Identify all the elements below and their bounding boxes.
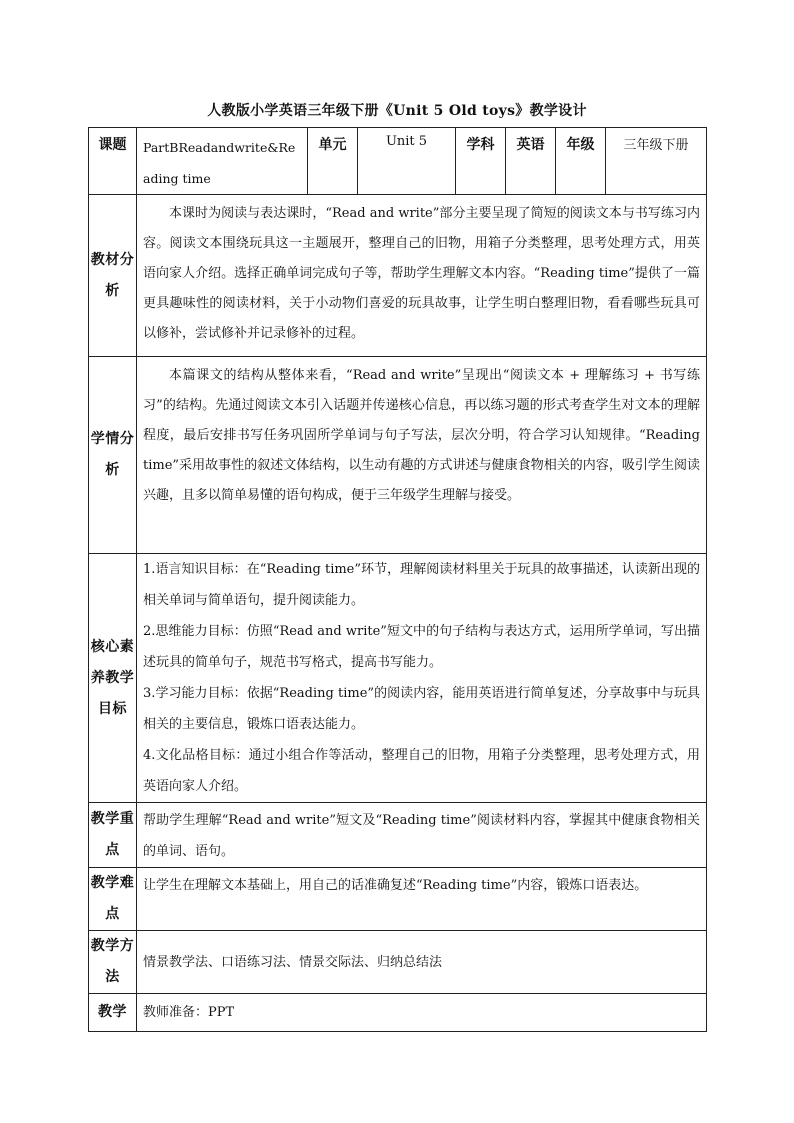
header-row	[89, 128, 707, 195]
material-text: 本课时为阅读与表达课时，“Read and write”部分主要呈现了简短的阅读文本与书写练习内容。阅读文本围绕玩具这一主题展开，整理自己的旧物，用箱子分类整理，思考处理方式，用英语向家人介绍。选择正确单词完成句子等，帮助学生理解文本内容。“Reading time”提供了一篇更具趣味性的阅读材料，关于小动物们喜爱的玩具故事，让学生明白整理旧物，看看哪些玩具可以修补，尝试修补并记录修补的过程。	[143, 206, 700, 341]
prep-text: 教师准备：PPT	[143, 1005, 235, 1020]
method-text: 情景教学法、口语练习法、情景交际法、归纳总结法	[143, 954, 443, 970]
difficult-label: 教学难点	[89, 868, 137, 931]
core-row	[89, 554, 707, 803]
prep-row	[89, 994, 707, 1032]
subject-value: 英语	[506, 128, 556, 195]
unit-value: Unit 5	[358, 128, 456, 195]
goal-item: 1.语言知识目标：在“Reading time”环节，理解阅读材料里关于玩具的故事描述，认读新出现的相关单词与简单语句，提升阅读能力。	[143, 562, 700, 608]
method-label: 教学方法	[89, 931, 137, 994]
document-title: 人教版小学英语三年级下册《Unit 5 Old toys》教学设计	[207, 103, 587, 119]
method-cell	[137, 931, 707, 994]
difficult-text: 让学生在理解文本基础上，用自己的话准确复述“Reading time”内容，锻炼口语表达。	[143, 878, 648, 893]
key-label: 教学重点	[89, 803, 137, 868]
learner-label: 学情分析	[89, 357, 137, 554]
difficult-cell	[137, 868, 707, 931]
topic-value: PartBReadandwrite&Reading time	[137, 128, 308, 195]
lesson-plan-table	[88, 127, 707, 1032]
prep-label: 教学	[89, 994, 137, 1032]
learner-row	[89, 357, 707, 554]
unit-label: 单元	[308, 128, 358, 195]
material-label: 教材分析	[89, 195, 137, 357]
goal-item: 3.学习能力目标：依据“Reading time”的阅读内容，能用英语进行简单复述，分享故事中与玩具相关的主要信息，锻炼口语表达能力。	[143, 686, 700, 732]
grade-value: 三年级下册	[606, 128, 707, 195]
learner-cell	[137, 357, 707, 554]
learner-text: 本篇课文的结构从整体来看，“Read and write”呈现出“阅读文本 + 理解练习 + 书写练习”的结构。先通过阅读文本引入话题并传递核心信息，再以练习题的形式考查学生对文本的理解程度，最后安排书写任务巩固所学单词与句子写法，层次分明，符合学习认知规律。“Reading time”采用故事性的叙述文体结构，以生动有趣的方式讲述与健康食物相关的内容，吸引学生阅读兴趣，且多以简单易懂的语句构成，便于三年级学生理解与接受。	[143, 368, 700, 503]
prep-cell	[137, 994, 707, 1032]
goal-item: 2.思维能力目标：仿照“Read and write”短文中的句子结构与表达方式，运用所学单词，写出描述玩具的简单句子，规范书写格式，提高书写能力。	[143, 624, 700, 670]
topic-label: 课题	[89, 128, 137, 195]
material-row	[89, 195, 707, 357]
goal-item: 4.文化品格目标：通过小组合作等活动，整理自己的旧物，用箱子分类整理，思考处理方式，用英语向家人介绍。	[143, 748, 700, 794]
method-row	[89, 931, 707, 994]
core-label: 核心素养教学目标	[89, 554, 137, 803]
key-text: 帮助学生理解“Read and write”短文及“Reading time”阅读材料内容，掌握其中健康食物相关的单词、语句。	[143, 813, 700, 859]
grade-label: 年级	[556, 128, 606, 195]
subject-label: 学科	[456, 128, 506, 195]
core-cell	[137, 554, 707, 803]
difficult-row	[89, 868, 707, 931]
material-cell	[137, 195, 707, 357]
key-cell	[137, 803, 707, 868]
key-row	[89, 803, 707, 868]
